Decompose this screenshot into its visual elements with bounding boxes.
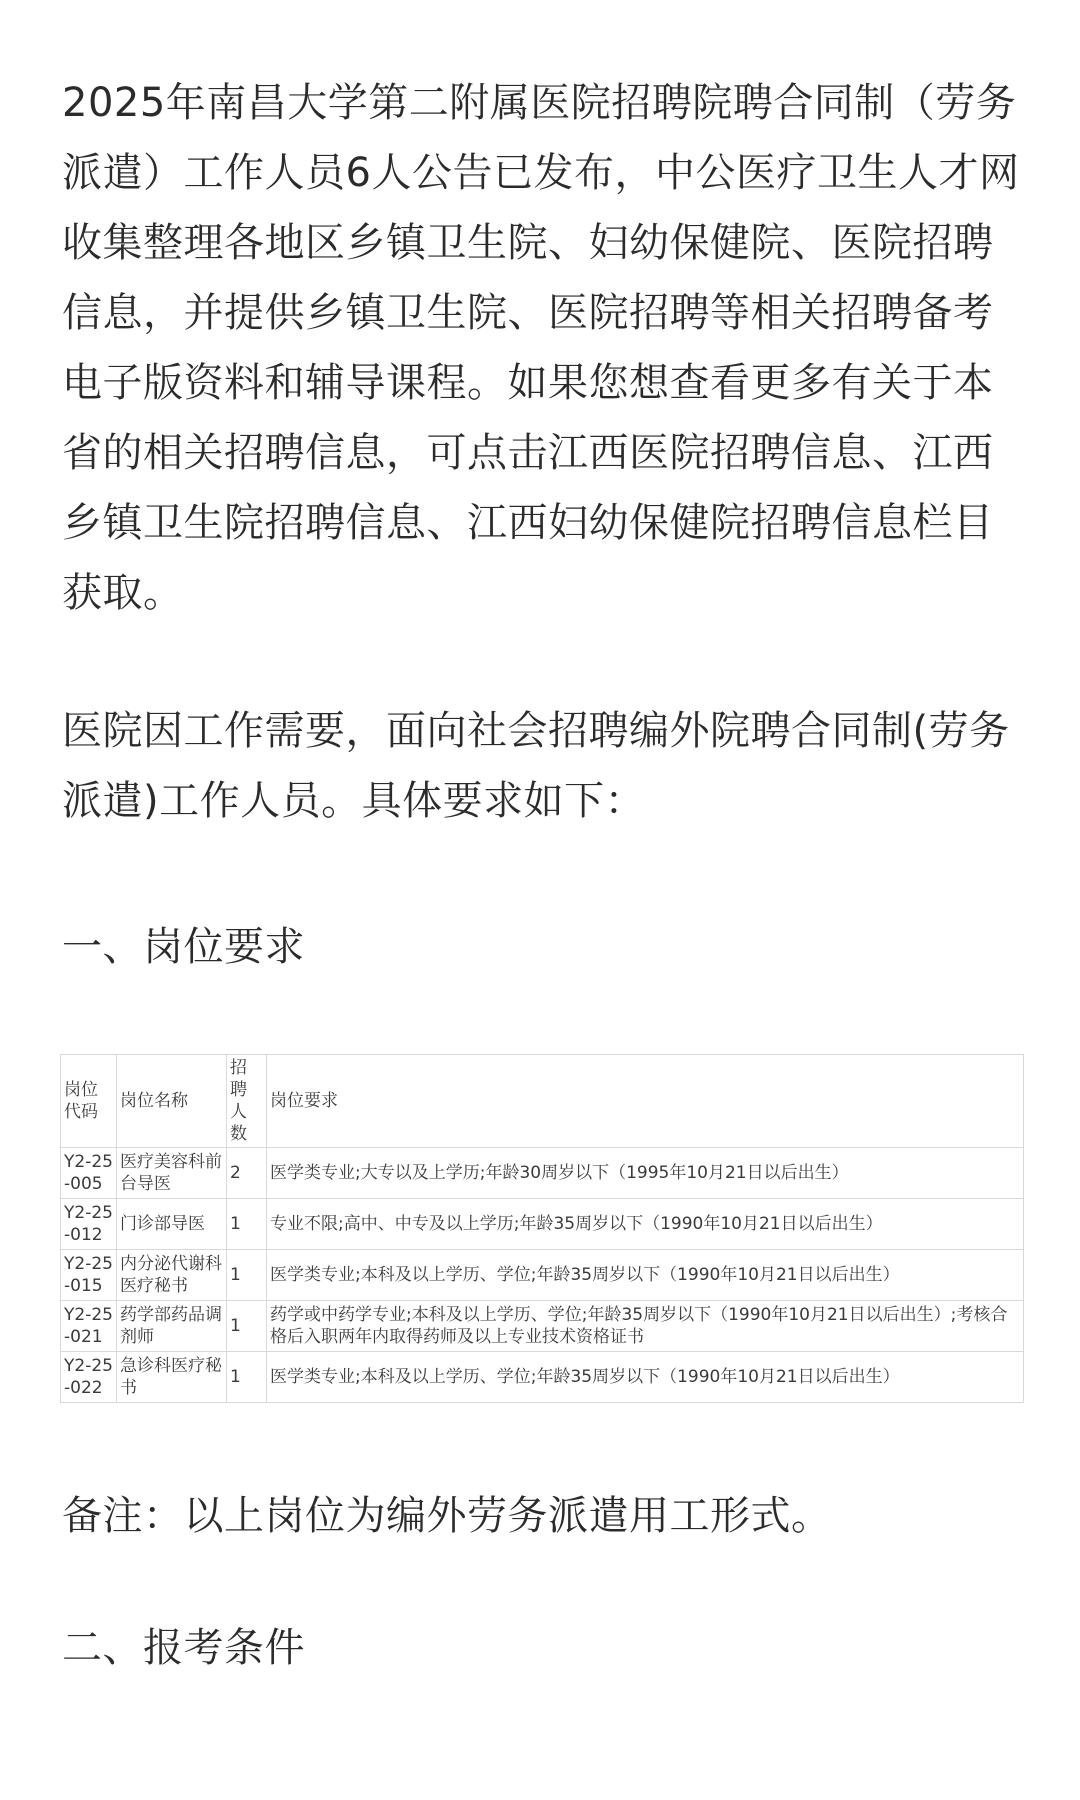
cell-count: 1: [227, 1301, 267, 1352]
intro-paragraph: 2025年南昌大学第二附属医院招聘院聘合同制（劳务派遣）工作人员6人公告已发布，中公医疗卫生人才网收集整理各地区乡镇卫生院、妇幼保健院、医院招聘信息，并提供乡镇卫生院、医院招聘等相关招聘备考电子版资料和辅导课程。如果您想查看更多有关于本省的相关招聘信息，可点击江西医院招聘信息、江西乡镇卫生院招聘信息、江西妇幼保健院招聘信息栏目获取。: [62, 80, 1020, 616]
cell-name: 药学部药品调剂师: [117, 1301, 227, 1352]
table-header-row: [61, 1055, 1024, 1148]
cell-code: Y2-25-005: [61, 1148, 117, 1199]
header-code: 岗位代码: [61, 1055, 117, 1148]
cell-code: Y2-25-015: [61, 1250, 117, 1301]
requirement-intro-paragraph: 医院因工作需要，面向社会招聘编外院聘合同制(劳务派遣)工作人员。具体要求如下：: [62, 708, 1010, 824]
cell-count: 1: [227, 1199, 267, 1250]
cell-name: 门诊部导医: [117, 1199, 227, 1250]
header-requirement: 岗位要求: [267, 1055, 1024, 1148]
section-heading-positions: 一、岗位要求: [62, 924, 305, 970]
cell-count: 2: [227, 1148, 267, 1199]
cell-code: Y2-25-021: [61, 1301, 117, 1352]
cell-count: 1: [227, 1250, 267, 1301]
cell-requirement: 专业不限;高中、中专及以上学历;年龄35周岁以下（1990年10月21日以后出生）: [267, 1199, 1024, 1250]
cell-name: 内分泌代谢科医疗秘书: [117, 1250, 227, 1301]
header-name: 岗位名称: [117, 1055, 227, 1148]
cell-code: Y2-25-022: [61, 1352, 117, 1403]
positions-table: [60, 1054, 1024, 1403]
table-row: [61, 1250, 1024, 1301]
cell-count: 1: [227, 1352, 267, 1403]
cell-requirement: 医学类专业;本科及以上学历、学位;年龄35周岁以下（1990年10月21日以后出生）: [267, 1352, 1024, 1403]
cell-requirement: 医学类专业;本科及以上学历、学位;年龄35周岁以下（1990年10月21日以后出生）: [267, 1250, 1024, 1301]
table-row: [61, 1199, 1024, 1250]
cell-code: Y2-25-012: [61, 1199, 117, 1250]
header-count: 招聘人数: [227, 1055, 267, 1148]
section-heading-conditions: 二、报考条件: [62, 1625, 305, 1671]
table-row: [61, 1352, 1024, 1403]
table-row: [61, 1148, 1024, 1199]
note-paragraph: 备注：以上岗位为编外劳务派遣用工形式。: [62, 1493, 832, 1539]
article-body: [62, 68, 1022, 1683]
cell-requirement: 医学类专业;大专以及上学历;年龄30周岁以下（1995年10月21日以后出生）: [267, 1148, 1024, 1199]
cell-requirement: 药学或中药学专业;本科及以上学历、学位;年龄35周岁以下（1990年10月21日以后出生）;考核合格后入职两年内取得药师及以上专业技术资格证书: [267, 1301, 1024, 1352]
cell-name: 急诊科医疗秘书: [117, 1352, 227, 1403]
table-row: [61, 1301, 1024, 1352]
positions-table-container: [60, 1054, 1024, 1403]
cell-name: 医疗美容科前台导医: [117, 1148, 227, 1199]
